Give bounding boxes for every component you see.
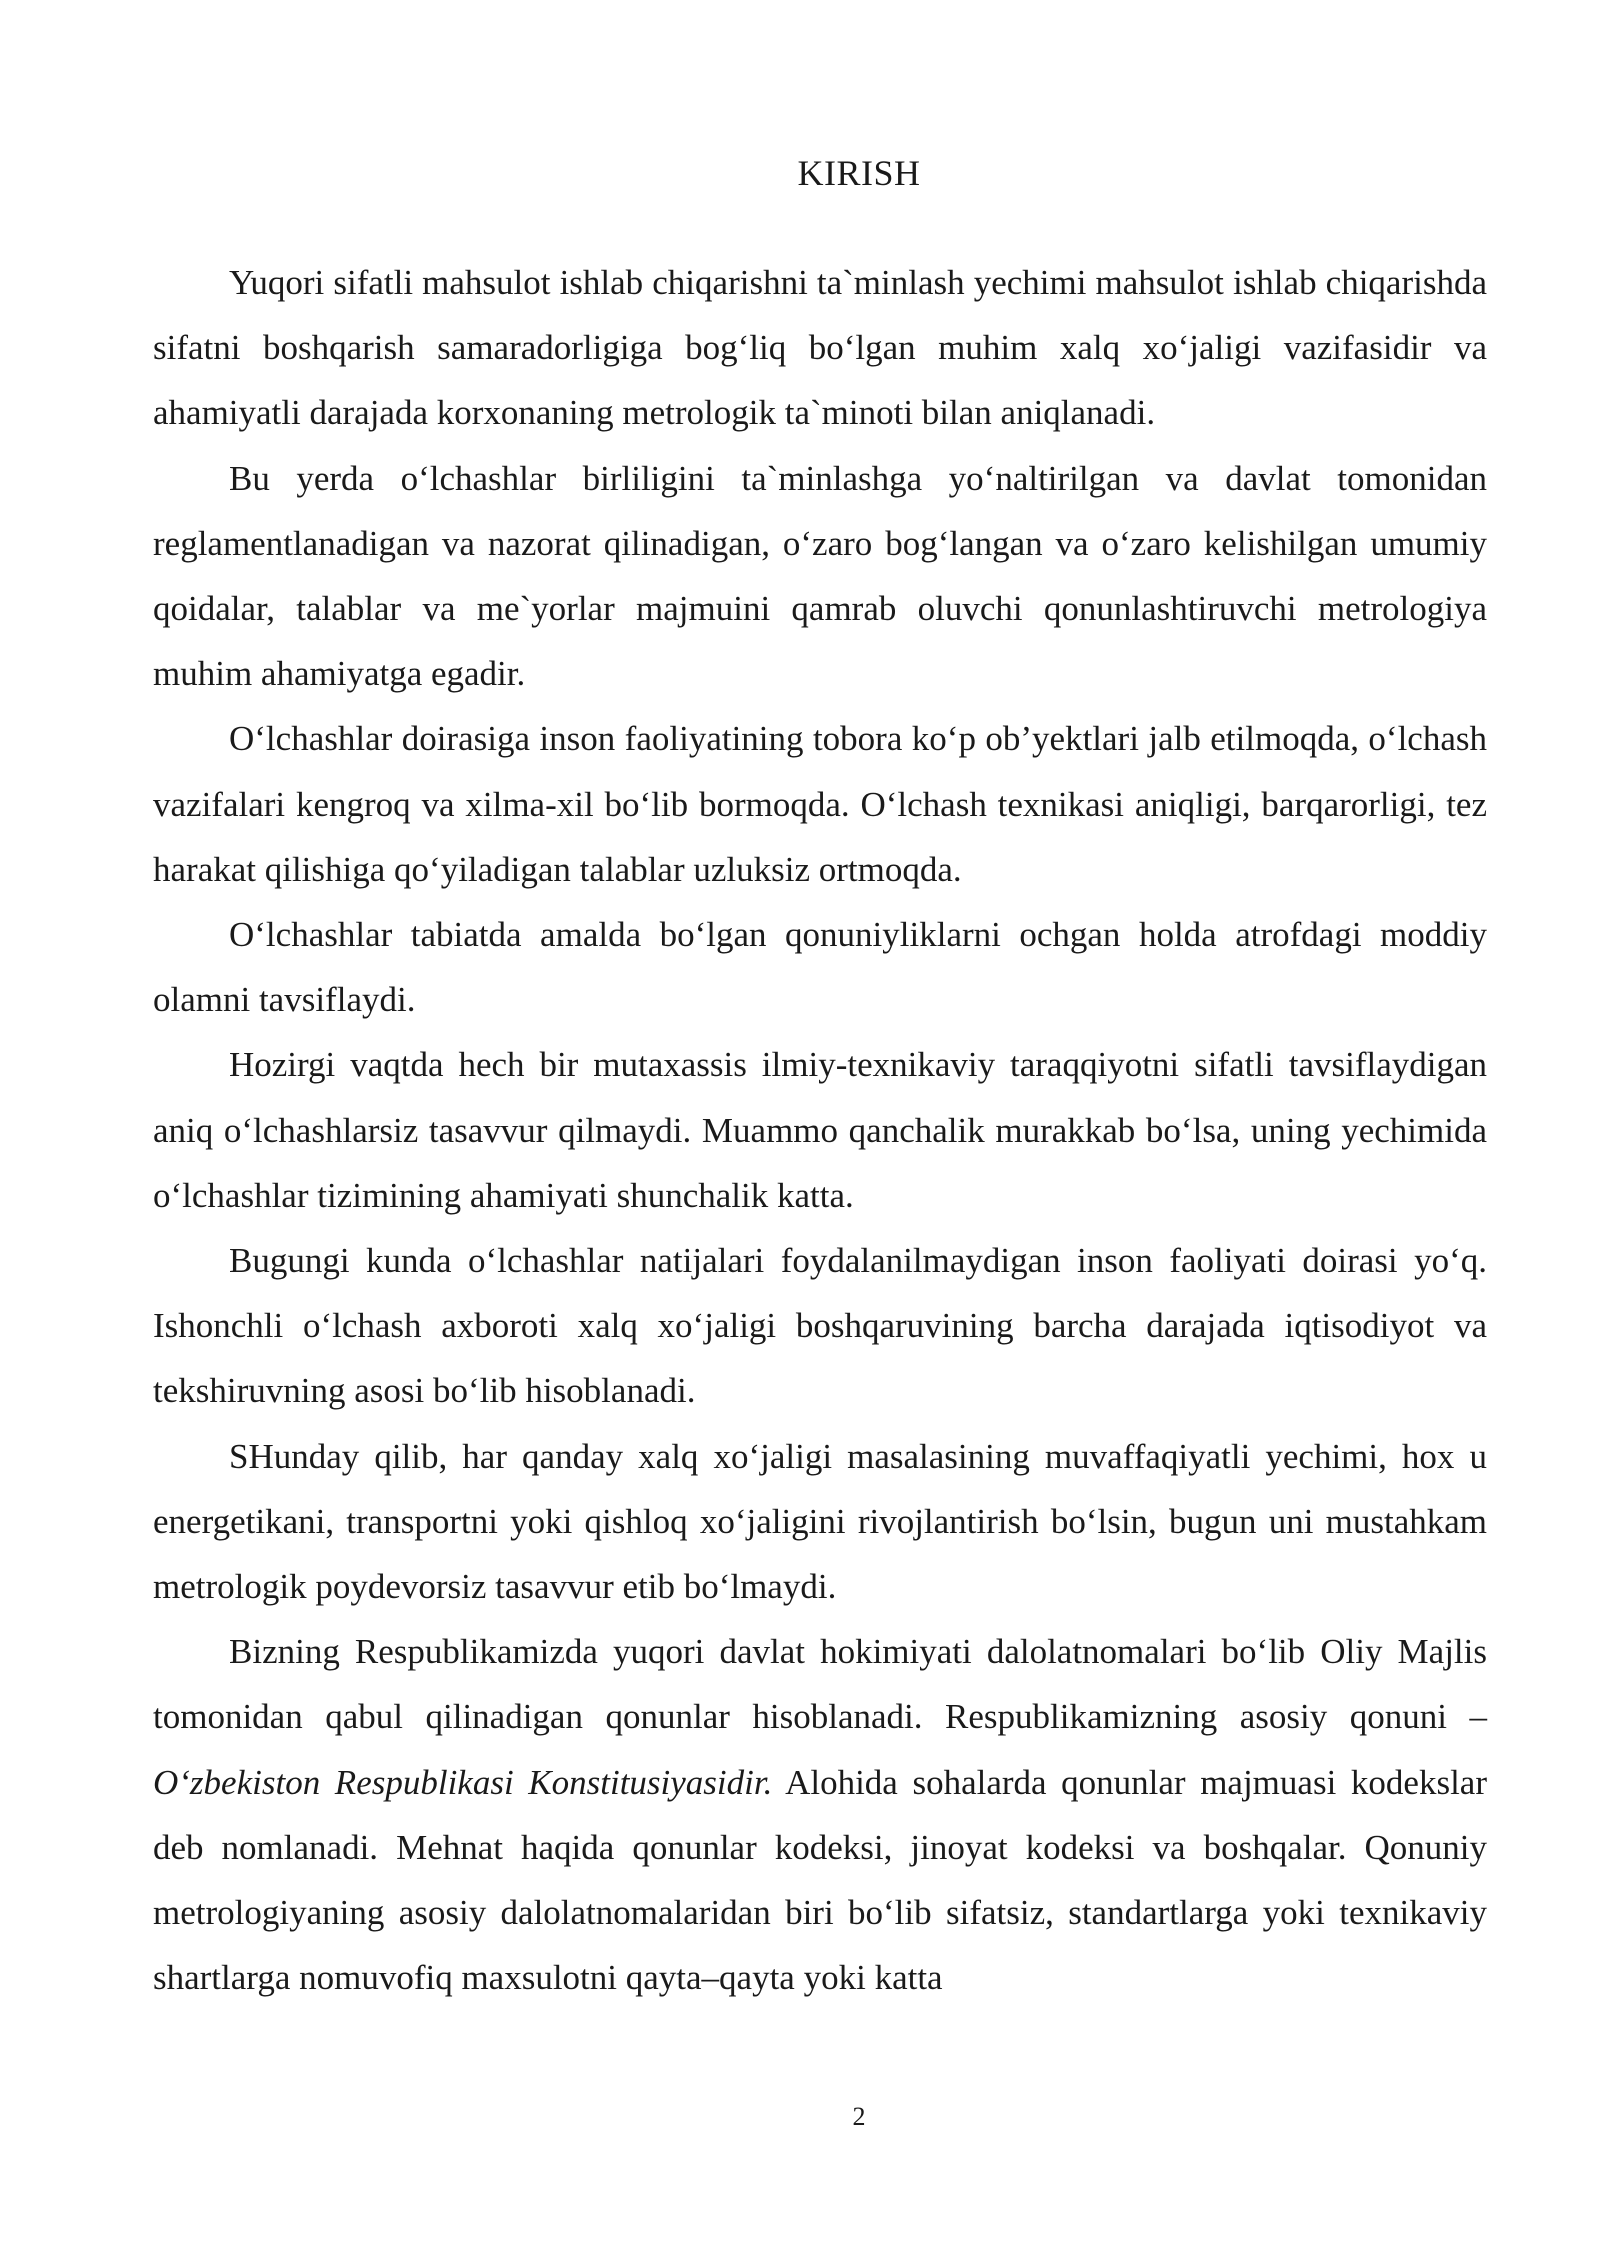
- paragraph-8-text-before: Bizning Respublikamizda yuqori davlat hokimiyati dalolatnomalari bo‘lib Oliy Majlis tomonidan qabul qilinadigan qonunlar hisoblanadi. Respublikamizning asosiy qonuni –: [153, 1632, 1487, 1737]
- paragraph-6: Bugungi kunda o‘lchashlar natijalari foydalanilmaydigan inson faoliyati doirasi yo‘q. Ishonchli o‘lchash axboroti xalq xo‘jaligi boshqaruvining barcha darajada iqtisodiyot va tekshiruvning asosi bo‘lib hisoblanadi.: [153, 1241, 1487, 1411]
- section-heading: KIRISH: [797, 153, 921, 193]
- paragraph-2: Bu yerda o‘lchashlar birliligini ta`minlashga yo‘naltirilgan va davlat tomonidan reglamentlanadigan va nazorat qilinadigan, o‘zaro bog‘langan va o‘zaro kelishilgan umumiy qoidalar, talablar va me`yorlar majmuini qamrab oluvchi qonunlashtiruvchi metrologiya muhim ahamiyatga egadir.: [153, 458, 1487, 694]
- paragraph-3: O‘lchashlar doirasiga inson faoliyatining tobora ko‘p ob’yektlari jalb etilmoqda, o‘lchash vazifalari kengroq va xilma-xil bo‘lib bormoqda. O‘lchash texnikasi aniqligi, barqarorligi, tez harakat qilishiga qo‘yiladigan talablar uzluksiz ortmoqda.: [153, 719, 1487, 889]
- page-number: 2: [852, 2102, 866, 2131]
- paragraph-1: Yuqori sifatli mahsulot ishlab chiqarishni ta`minlash yechimi mahsulot ishlab chiqarishda sifatni boshqarish samaradorligiga bog‘liq bo‘lgan muhim xalq xo‘jaligi vazifasidir va ahamiyatli darajada korxonaning metrologik ta`minoti bilan aniqlanadi.: [153, 263, 1487, 433]
- paragraph-8: [153, 1619, 1487, 2010]
- constitution-title: O‘zbekiston Respublikasi Konstitusiyasidir.: [153, 1762, 773, 1802]
- paragraph-5: Hozirgi vaqtda hech bir mutaxassis ilmiy-texnikaviy taraqqiyotni sifatli tavsiflaydigan aniq o‘lchashlarsiz tasavvur qilmaydi. Muammo qanchalik murakkab bo‘lsa, uning yechimida o‘lchashlar tizimining ahamiyati shunchalik katta.: [153, 1045, 1487, 1215]
- body-text: [153, 250, 1487, 2010]
- paragraph-4: O‘lchashlar tabiatda amalda bo‘lgan qonuniyliklarni ochgan holda atrofdagi moddiy olamni tavsiflaydi.: [153, 915, 1487, 1020]
- paragraph-7: SHunday qilib, har qanday xalq xo‘jaligi masalasining muvaffaqiyatli yechimi, hox u energetikani, transportni yoki qishloq xo‘jaligini rivojlantirish bo‘lsin, bugun uni mustahkam metrologik poydevorsiz tasavvur etib bo‘lmaydi.: [153, 1436, 1487, 1607]
- paragraph-8-text-after: Alohida sohalarda qonunlar majmuasi kodekslar deb nomlanadi. Mehnat haqida qonunlar kodeksi, jinoyat kodeksi va boshqalar. Qonuniy metrologiyaning asosiy dalolatnomalaridan biri bo‘lib sifatsiz, standartlarga yoki texnikaviy shartlarga nomuvofiq maxsulotni qayta–qayta yoki katta: [153, 1762, 1487, 1998]
